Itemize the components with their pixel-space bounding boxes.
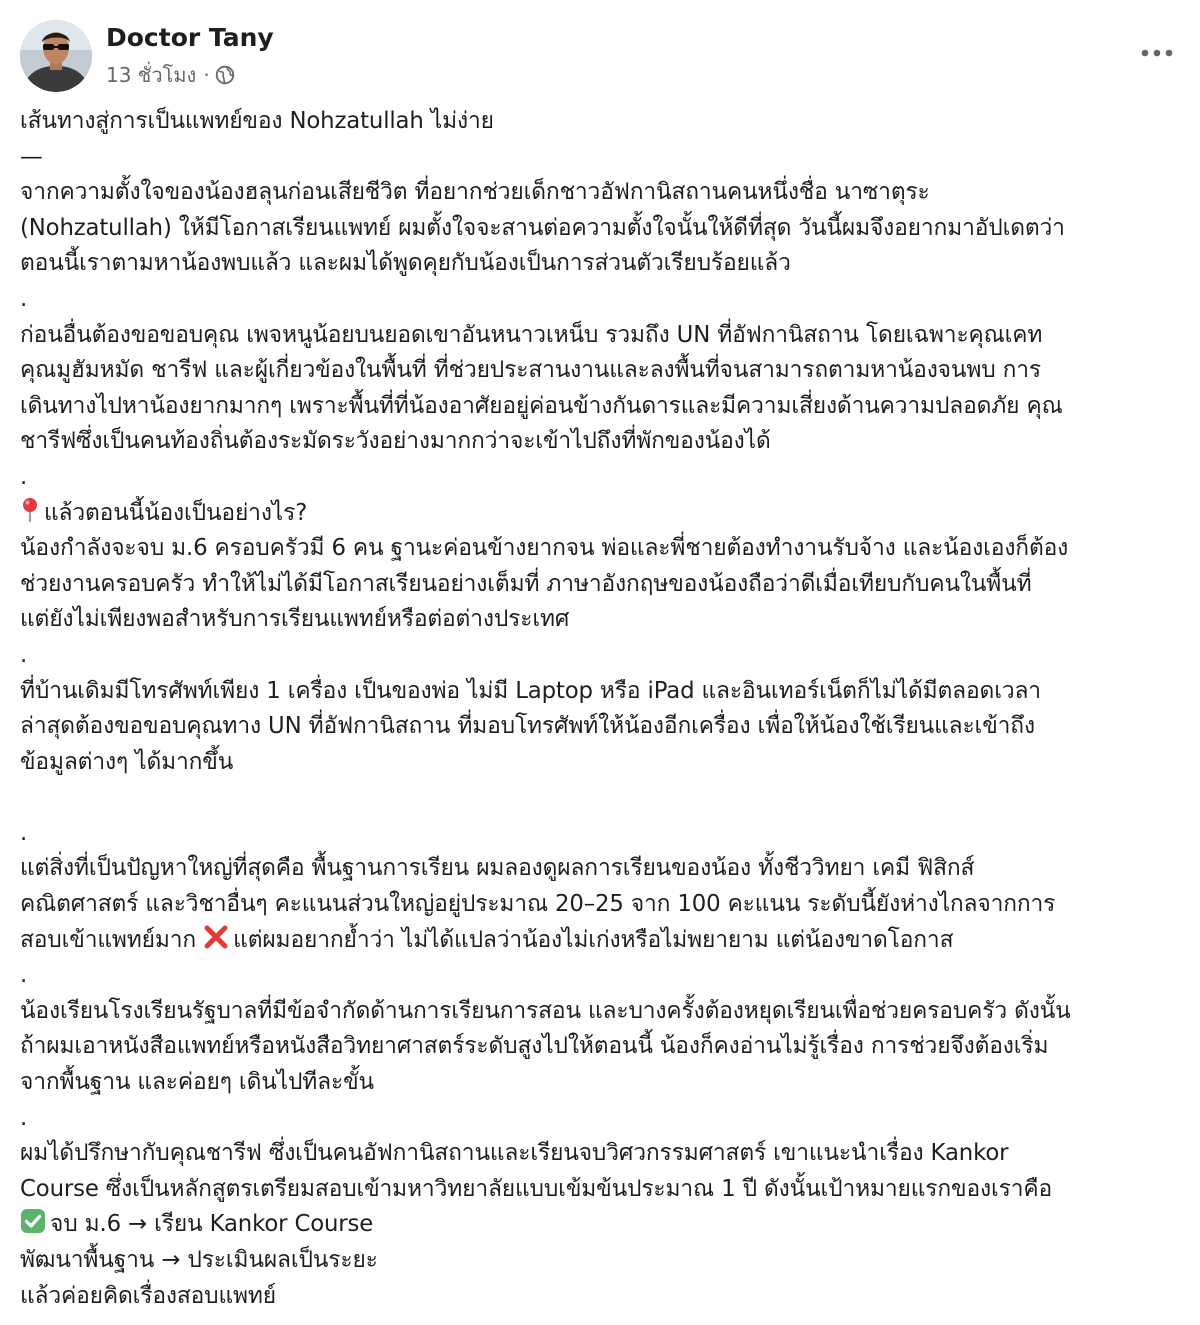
paragraph-line: Course ซึ่งเป็นหลักสูตรเตรียมสอบเข้ามหาวิทยาลัยแบบเข้มข้นประมาณ 1 ปี ดังนั้นเป้าหมายแรกของเราคือ bbox=[20, 1175, 1053, 1202]
goal-line: แล้วค่อยคิดเรื่องสอบแพทย์ bbox=[20, 1282, 277, 1309]
paragraph-text: แต่ผมอยากย้ำว่า ไม่ได้แปลว่าน้องไม่เก่งหรือไม่พยายาม แต่น้องขาดโอกาส bbox=[233, 926, 954, 953]
goal-line bbox=[20, 1207, 1180, 1243]
paragraph-line: ข้อมูลต่างๆ ได้มากขึ้น bbox=[20, 748, 234, 775]
paragraph-line: จากความตั้งใจของน้องฮลุนก่อนเสียชีวิต ที่อยากช่วยเด็กชาวอัฟกานิสถานคนหนึ่งชื่อ นาซาตุระ bbox=[20, 179, 930, 206]
author-name[interactable]: Doctor Tany bbox=[106, 23, 274, 52]
dot-separator-line: . bbox=[20, 1104, 28, 1131]
cross-mark-icon bbox=[203, 924, 229, 959]
question-heading-text: แล้วตอนนี้น้องเป็นอย่างไร? bbox=[44, 499, 308, 526]
paragraph-line-with-cross bbox=[20, 923, 1180, 959]
paragraph-line: คุณมูฮัมหมัด ชารีฟ และผู้เกี่ยวข้องในพื้นที่ ที่ช่วยประสานงานและลงพื้นที่จนสามารถตามหาน้องจนพบ การ bbox=[20, 357, 1042, 384]
goal-line: พัฒนาพื้นฐาน → ประเมินผลเป็นระยะ bbox=[20, 1247, 378, 1273]
more-dots-icon bbox=[1141, 49, 1173, 57]
paragraph-line: น้องเรียนโรงเรียนรัฐบาลที่มีข้อจำกัดด้านการเรียนการสอน และบางครั้งต้องหยุดเรียนเพื่อช่วยครอบครัว ดังนั้น bbox=[20, 997, 1071, 1024]
paragraph-line: เดินทางไปหาน้องยากมากๆ เพราะพื้นที่ที่น้องอาศัยอยู่ค่อนข้างกันดารและมีความเสี่ยงด้านความปลอดภัย คุณ bbox=[20, 392, 1063, 419]
paragraph-line: ก่อนอื่นต้องขอขอบคุณ เพจหนูน้อยบนยอดเขาอันหนาวเหน็บ รวมถึง UN ที่อัฟกานิสถาน โดยเฉพาะคุณเคท bbox=[20, 321, 1043, 348]
more-options-button[interactable] bbox=[1134, 34, 1180, 72]
paragraph-line: จากพื้นฐาน และค่อยๆ เดินไปทีละขั้น bbox=[20, 1069, 374, 1096]
paragraph-line: (Nohzatullah) ให้มีโอกาสเรียนแพทย์ ผมตั้งใจจะสานต่อความตั้งใจนั้นให้ดีที่สุด วันนี้ผมจึงอยากมาอัปเดตว่า bbox=[20, 214, 1065, 241]
paragraph-text: สอบเข้าแพทย์มาก bbox=[20, 926, 197, 953]
paragraph-line: แต่ยังไม่เพียงพอสำหรับการเรียนแพทย์หรือต่อต่างประเทศ bbox=[20, 606, 570, 633]
paragraph-line: ชารีฟซึ่งเป็นคนท้องถิ่นต้องระมัดระวังอย่างมากกว่าจะเข้าไปถึงที่พักของน้องได้ bbox=[20, 428, 771, 455]
post-meta bbox=[106, 60, 235, 90]
question-heading-line bbox=[20, 496, 1180, 532]
dot-separator-line: . bbox=[20, 962, 28, 989]
post-header bbox=[20, 20, 1180, 96]
paragraph-line: ที่บ้านเดิมมีโทรศัพท์เพียง 1 เครื่อง เป็นของพ่อ ไม่มี Laptop หรือ iPad และอินเทอร์เน็ตก็ไม่ได้มีตลอดเวลา bbox=[20, 677, 1041, 704]
post-title-line: เส้นทางสู่การเป็นแพทย์ของ Nohzatullah ไม่ง่าย bbox=[20, 108, 494, 134]
post-timestamp[interactable]: 13 ชั่วโมง bbox=[106, 63, 197, 87]
separator-line: — bbox=[20, 143, 43, 170]
round-pushpin-icon bbox=[20, 497, 40, 532]
goal-text: จบ ม.6 → เรียน Kankor Course bbox=[50, 1211, 374, 1238]
dot-separator-line: . bbox=[20, 463, 28, 490]
dot-separator-line: . bbox=[20, 285, 28, 312]
post-body bbox=[20, 104, 1180, 1314]
check-mark-button-icon bbox=[20, 1208, 46, 1243]
dot-separator-line: . bbox=[20, 641, 28, 668]
meta-separator: · bbox=[203, 63, 210, 87]
paragraph-line: น้องกำลังจะจบ ม.6 ครอบครัวมี 6 คน ฐานะค่อนข้างยากจน พ่อและพี่ชายต้องทำงานรับจ้าง และน้องเองก็ต้อง bbox=[20, 535, 1069, 562]
paragraph-line: คณิตศาสตร์ และวิชาอื่นๆ คะแนนส่วนใหญ่อยู่ประมาณ 20–25 จาก 100 คะแนน ระดับนี้ยังห่างไกลจากการ bbox=[20, 891, 1056, 918]
avatar-image bbox=[20, 20, 92, 92]
paragraph-line: ล่าสุดต้องขอขอบคุณทาง UN ที่อัฟกานิสถาน ที่มอบโทรศัพท์ให้น้องอีกเครื่อง เพื่อให้น้องใช้เรียนและเข้าถึง bbox=[20, 713, 1035, 740]
paragraph-line: แต่สิ่งที่เป็นปัญหาใหญ่ที่สุดคือ พื้นฐานการเรียน ผมลองดูผลการเรียนของน้อง ทั้งชีววิทยา เคมี ฟิสิกส์ bbox=[20, 855, 975, 882]
paragraph-line: ผมได้ปรึกษากับคุณชารีฟ ซึ่งเป็นคนอัฟกานิสถานและเรียนจบวิศวกรรมศาสตร์ เขาแนะนำเรื่อง Kankor bbox=[20, 1140, 1009, 1167]
author-avatar[interactable] bbox=[20, 20, 92, 92]
paragraph-line: ตอนนี้เราตามหาน้องพบแล้ว และผมได้พูดคุยกับน้องเป็นการส่วนตัวเรียบร้อยแล้ว bbox=[20, 250, 791, 277]
dot-separator-line: . bbox=[20, 819, 28, 846]
paragraph-line: ถ้าผมเอาหนังสือแพทย์หรือหนังสือวิทยาศาสตร์ระดับสูงไปให้ตอนนี้ น้องก็คงอ่านไม่รู้เรื่อง การช่วยจึงต้องเริ่ม bbox=[20, 1033, 1049, 1060]
blank-line bbox=[20, 780, 1180, 816]
paragraph-line: ช่วยงานครอบครัว ทำให้ไม่ได้มีโอกาสเรียนอย่างเต็มที่ ภาษาอังกฤษของน้องถือว่าดีเมื่อเทียบกับคนในพื้นที่ bbox=[20, 570, 1032, 597]
globe-icon[interactable] bbox=[215, 65, 235, 85]
